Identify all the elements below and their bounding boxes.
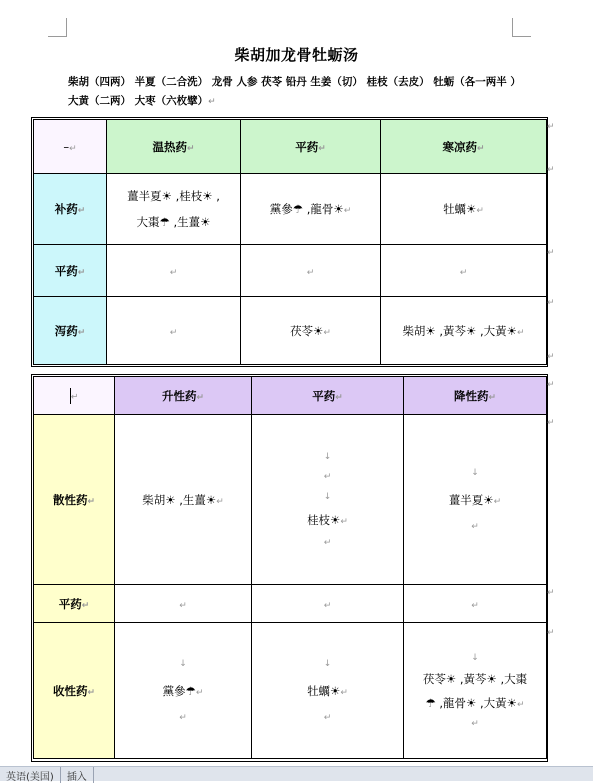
row-end-mark: ↵ bbox=[547, 418, 555, 428]
table2-cell-neutral-ascending[interactable]: ↵ bbox=[115, 585, 252, 623]
table1-cell-supplement-warm[interactable]: 薑半夏☀ ,桂枝☀ , 大棗☂ ,生薑☀ bbox=[107, 174, 241, 245]
table2-header-ascending[interactable]: 升性药↵ bbox=[115, 377, 252, 415]
crop-mark-top-right bbox=[512, 18, 531, 37]
table1-row-label-drain[interactable]: 泻药↵ bbox=[34, 297, 107, 365]
row-end-mark: ↵ bbox=[547, 298, 555, 308]
table2-row-label-astringe[interactable]: 收性药↵ bbox=[34, 623, 115, 759]
table2-cell-astringe-neutral[interactable]: ↓ 牡蠣☀↵ ↵ bbox=[252, 623, 404, 759]
document-title: 柴胡加龙骨牡蛎汤 bbox=[234, 46, 359, 64]
table1-cell-neutral-cold[interactable]: ↵ bbox=[381, 245, 547, 297]
table1-cell-drain-warm[interactable]: ↵ bbox=[107, 297, 241, 365]
table1-corner-cell[interactable]: –↵ bbox=[34, 120, 107, 174]
table1-row-label-neutral[interactable]: 平药↵ bbox=[34, 245, 107, 297]
paragraph-mark: ↵ bbox=[208, 97, 216, 107]
table2-cell-neutral-neutral[interactable]: ↵ bbox=[252, 585, 404, 623]
table2-header-descending[interactable]: 降性药↵ bbox=[404, 377, 547, 415]
table1-cell-drain-neutral[interactable]: 茯苓☀↵ bbox=[241, 297, 381, 365]
row-end-mark: ↵ bbox=[547, 588, 555, 598]
table1-header-cold[interactable]: 寒凉药↵ bbox=[381, 120, 547, 174]
table1-cell-neutral-neutral[interactable]: ↵ bbox=[241, 245, 381, 297]
table1-cell-supplement-neutral[interactable]: 黨參☂ ,龍骨☀↵ bbox=[241, 174, 381, 245]
row-end-mark: ↵ bbox=[547, 380, 555, 390]
row-end-mark: ↵ bbox=[547, 122, 555, 132]
table2-cell-disperse-descending[interactable]: ↓ 薑半夏☀↵ ↵ bbox=[404, 415, 547, 585]
status-bar bbox=[0, 766, 593, 781]
row-end-mark: ↵ bbox=[547, 165, 555, 175]
table1-header-neutral[interactable]: 平药↵ bbox=[241, 120, 381, 174]
table1-cell-drain-cold[interactable]: 柴胡☀ ,黃芩☀ ,大黃☀↵ bbox=[381, 297, 547, 365]
table2-row-label-disperse[interactable]: 散性药↵ bbox=[34, 415, 115, 585]
ingredient-list: 柴胡（四两） 半夏（二合洗） 龙骨 人参 茯苓 铅丹 生姜（切） 桂枝（去皮） 牡蛎（各一两半 ） 大黄（二两） 大枣（六枚擘）↵ bbox=[68, 76, 521, 107]
table1-row-label-supplement[interactable]: 补药↵ bbox=[34, 174, 107, 245]
row-end-mark: ↵ bbox=[547, 248, 555, 258]
status-insert-mode[interactable]: 插入 bbox=[61, 767, 94, 783]
table2-header-neutral[interactable]: 平药↵ bbox=[252, 377, 404, 415]
table2-cell-disperse-neutral[interactable]: ↓ ↵ ↓ 桂枝☀↵ ↵ bbox=[252, 415, 404, 585]
table-disperse-astringe bbox=[33, 376, 547, 759]
row-end-mark: ↵ bbox=[547, 352, 555, 362]
table2-corner-cell[interactable]: ↵ bbox=[34, 377, 115, 415]
status-language[interactable]: 英语(美国) bbox=[0, 767, 61, 783]
table2-cell-astringe-descending[interactable]: ↓ 茯苓☀ ,黃芩☀ ,大棗 ☂ ,龍骨☀ ,大黃☀↵ ↵ bbox=[404, 623, 547, 759]
table-supplement-drain bbox=[33, 119, 547, 365]
table2-cell-disperse-ascending[interactable]: 柴胡☀ ,生薑☀↵ bbox=[115, 415, 252, 585]
table1-cell-neutral-warm[interactable]: ↵ bbox=[107, 245, 241, 297]
row-end-mark: ↵ bbox=[547, 628, 555, 638]
table1-header-warm[interactable]: 温热药↵ bbox=[107, 120, 241, 174]
table2-cell-astringe-ascending[interactable]: ↓ 黨參☂↵ ↵ bbox=[115, 623, 252, 759]
crop-mark-top-left bbox=[48, 18, 67, 37]
table2-row-label-neutral[interactable]: 平药↵ bbox=[34, 585, 115, 623]
table1-cell-supplement-cold[interactable]: 牡蠣☀↵ bbox=[381, 174, 547, 245]
table2-cell-neutral-descending[interactable]: ↵ bbox=[404, 585, 547, 623]
